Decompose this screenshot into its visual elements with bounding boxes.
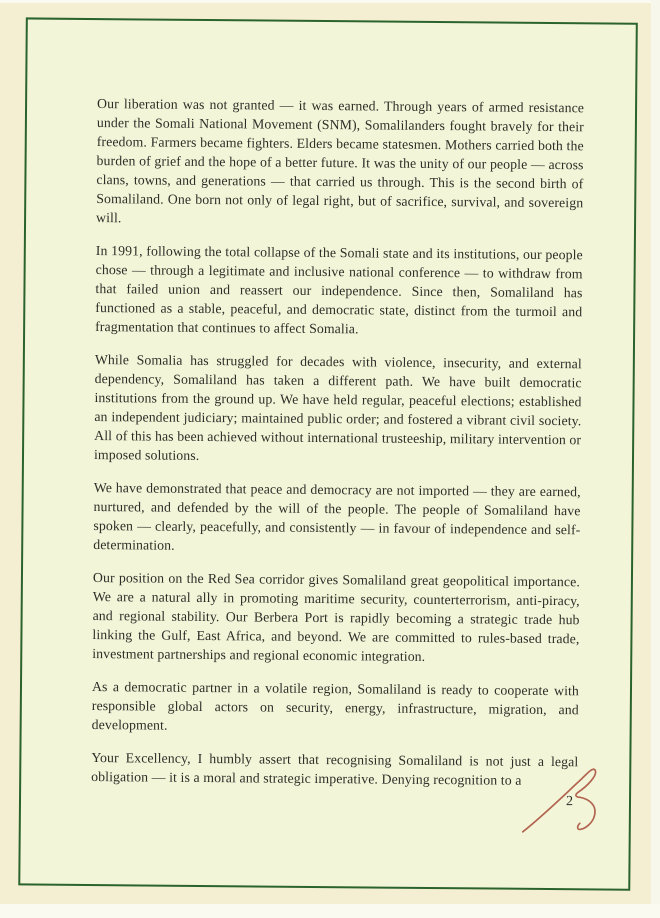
scan-edge-bottom (0, 904, 660, 915)
letter-paragraph: Our position on the Red Sea corridor gives Somaliland great geopolitical importance. We are a natural ally in promoting maritime security, counterterrorism, anti-piracy, and regional stability. Our Berbera Port is rapidly becoming a strategic trade hub linking the Gulf, East Africa, and beyond. We are committed to rules-based trade, investment partnerships and regional economic integration. (92, 570, 580, 664)
letter-body (91, 94, 584, 804)
scan-edge-right (651, 0, 660, 915)
letter-paragraph: We have demonstrated that peace and democracy are not imported — they are earned, nurtured, and defended by the will of the people. The people of Somaliland have spoken — clearly, peacefully, and consistently — in favour of independence and self-determination. (93, 480, 581, 553)
letter-paragraph: While Somalia has struggled for decades with violence, insecurity, and external dependency, Somaliland has taken a different path. We have built democratic institutions from the ground up. We have held regular, peaceful elections; established an independent judiciary; maintained public order; and fostered a vibrant civil society. All of this has been achieved without international trusteeship, military intervention or imposed solutions. (93, 352, 582, 463)
letter-paragraph: In 1991, following the total collapse of the Somali state and its institutions, our people chose — through a legitimate and inclusive national conference — to withdraw from that failed union and reassert our independence. Since then, Somaliland has functioned as a stable, peaceful, and democratic state, distinct from the turmoil and fragmentation that continues to affect Somalia. (95, 243, 583, 337)
letter-paragraph: Our liberation was not granted — it was earned. Through years of armed resistance under the Somali National Movement (SNM), Somalilanders fought bravely for their freedom. Farmers became fighters. Elders became statesmen. Mothers carried both the burden of grief and the hope of a better future. It was the unity of our people — across clans, towns, and generations — that carried us through. This is the second birth of Somaliland. One born not only of legal right, but of sacrifice, survival, and sovereign will. (96, 96, 585, 226)
letter-paragraph: As a democratic partner in a volatile region, Somaliland is ready to cooperate with responsible global actors on security, energy, infrastructure, migration, and development. (91, 679, 580, 733)
scan-edge-top (0, 0, 660, 3)
letter-paragraph: Your Excellency, I humbly assert that recognising Somaliland is not just a legal obligation — it is a moral and strategic imperative. Denying recognition to a (91, 750, 579, 788)
page-number: 2 (565, 794, 574, 810)
